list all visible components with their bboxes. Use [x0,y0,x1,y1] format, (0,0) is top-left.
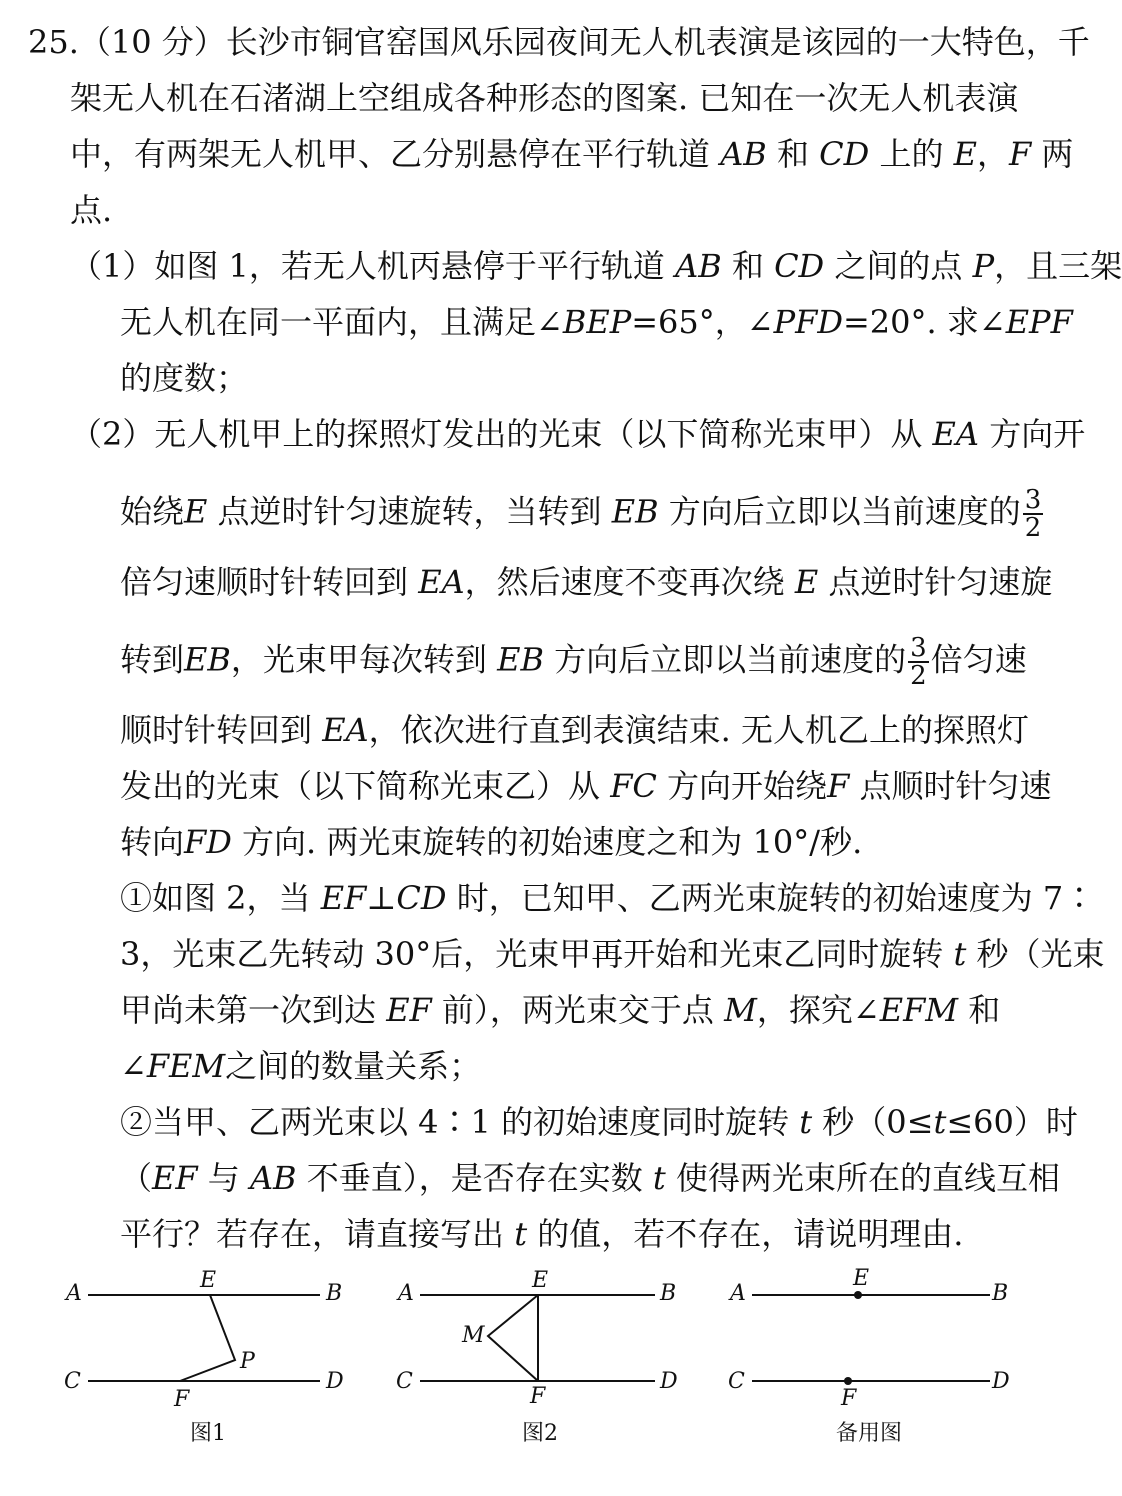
var-AB: AB [720,135,767,173]
s2-text: 平行？若存在，请直接写出 [120,1215,515,1253]
fig3-label-A: A [730,1281,746,1306]
p1-var: PFD [773,303,843,341]
p2-var: EA [418,563,465,601]
fig3-point-F [844,1377,852,1385]
p2-text: 转向 [120,823,185,861]
p2-text: 发出的光束（以下简称光束乙）从 [120,767,611,805]
var-CD: CD [819,135,870,173]
p2-text: 方向后立即以当前速度的 [543,640,907,679]
fig1-label-A: A [66,1281,82,1306]
s1-var: FEM [146,1047,226,1085]
p1-text: =20°. 求∠ [842,303,1006,341]
p1-text: =65°，∠ [631,303,774,341]
fraction-denominator: 2 [910,661,927,691]
s1-var: t [953,935,967,973]
s2-text: 与 [197,1159,250,1197]
fig1-caption: 图1 [190,1421,226,1446]
p2-var: EB [611,492,659,531]
p1-var: AB [675,247,722,285]
fig1-label-F: F [174,1387,190,1412]
p2-var: FC [610,767,657,805]
fig3-label-C: C [728,1369,745,1394]
p2-text: 方向开始绕 [656,767,828,805]
fig1-label-C: C [64,1369,81,1394]
p1-var: P [972,247,995,285]
p1-var: EPF [1005,303,1073,341]
fig2-label-B: B [660,1281,677,1306]
fraction-denominator: 2 [1024,513,1042,543]
p2-var: EA [322,711,369,749]
s1-text: 甲尚未第一次到达 [120,991,387,1029]
p2-text: 点顺时针匀速 [849,767,1052,805]
p2-text: 方向后立即以当前速度的 [658,492,1021,531]
intro-comma: ， [977,135,1010,173]
fig2-label-F: F [530,1384,546,1409]
p2-text: ，然后速度不变再次绕 [464,563,795,601]
s1-text: ，探究∠ [756,991,880,1029]
intro-text-1: 25.（10 分）长沙市铜官窑国风乐园夜间无人机表演是该园的一大特色，千 [28,23,1090,61]
p2-text: （2）无人机甲上的探照灯发出的光束（以下简称光束甲）从 [70,415,933,453]
fig3-caption: 备用图 [836,1421,903,1446]
intro-text-4: 点. [70,191,113,229]
p2-var: E [794,563,819,601]
fig3-label-F: F [841,1386,857,1411]
p1-var: CD [774,247,825,285]
p1-text: 和 [721,247,775,285]
p2-text: ，光束甲每次转到 [230,640,498,679]
s2-text: （ [120,1159,153,1197]
intro-and: 和 [776,135,809,173]
fig3-label-D: D [992,1369,1010,1394]
fraction-numerator: 3 [910,633,927,663]
s1-text: ∠ [120,1047,147,1085]
fig1-label-E: E [200,1268,217,1293]
p1-text: 之间的点 [824,247,973,285]
p2-var: E [184,492,208,531]
p2-text: 倍匀速顺时针转回到 [120,563,419,601]
p1-text: ，且三架 [994,247,1122,285]
s2-text: 的值，若不存在，请说明理由. [527,1215,964,1253]
fig1-label-P: P [240,1349,255,1374]
p2-text: 始绕 [120,492,185,531]
s1-text: 3，光束乙先转动 30°后，光束甲再开始和光束乙同时旋转 [120,935,954,973]
intro-text-3: 中，有两架无人机甲、乙分别悬停在平行轨道 [70,135,711,173]
p2-text: 点逆时针匀速旋 [818,563,1053,601]
p2-var: EB [184,640,231,679]
p2-text: 顺时针转回到 [120,711,323,749]
s2-var: AB [249,1159,297,1197]
intro-two: 两 [1041,135,1074,173]
s2-text: 不垂直），是否存在实数 [296,1159,653,1197]
intro-on: 上的 [879,135,944,173]
s2-text: 使得两光束所在的直线互相 [665,1159,1060,1197]
s1-text: ①如图 2，当 [120,879,321,917]
fig2-label-A: A [398,1281,414,1306]
p2-var: FD [184,823,232,861]
p1-var: BEP [562,303,632,341]
p2-text: 点逆时针匀速旋转，当转到 [207,492,612,531]
s1-text: ⊥ [366,879,397,917]
s1-var: EFM [879,991,959,1029]
p2-var: EA [932,415,980,453]
p2-text: 方向. 两光束旋转的初始速度之和为 10°/秒. [231,823,863,861]
fig2-caption: 图2 [522,1421,558,1446]
s1-text: 之间的数量关系； [225,1047,482,1085]
intro-text-2: 架无人机在石渚湖上空组成各种形态的图案. 已知在一次无人机表演 [70,79,1019,117]
s2-text: ≤60）时 [946,1103,1078,1141]
s2-var: t [799,1103,813,1141]
p1-text: 无人机在同一平面内，且满足∠ [120,303,563,341]
s1-var: M [724,991,757,1029]
p2-text: 方向开 [979,415,1086,453]
s1-text: 时，已知甲、乙两光束旋转的初始速度为 7∶ [446,879,1096,917]
p2-var: EB [497,640,544,679]
fig2-label-D: D [660,1369,678,1394]
fig1-label-B: B [326,1281,343,1306]
s1-text: 秒（光束 [966,935,1105,973]
s2-text: ②当甲、乙两光束以 4∶1 的初始速度同时旋转 [120,1103,800,1141]
p1-text: （1）如图 1，若无人机丙悬停于平行轨道 [70,247,676,285]
fig2-label-M: M [462,1323,485,1348]
s1-var: EF [320,879,367,917]
s1-text: 和 [958,991,1001,1029]
fig3-point-E [854,1291,862,1299]
fig2-segment-EMF [488,1295,538,1381]
p2-text: ，依次进行直到表演结束. 无人机乙上的探照灯 [368,711,1030,749]
var-F: F [1009,135,1032,173]
fig2-label-E: E [532,1268,549,1293]
s2-var: EF [152,1159,198,1197]
s2-var: t [652,1159,666,1197]
fig1-segment-EPF [180,1295,235,1381]
p1-text: 的度数； [120,359,249,397]
p2-text: 倍匀速 [930,640,1027,679]
var-E: E [953,135,978,173]
s2-text: 秒（0≤ [812,1103,934,1141]
s2-var: t [933,1103,947,1141]
fig2-label-C: C [396,1369,413,1394]
s1-text: 前），两光束交于点 [431,991,725,1029]
fraction-numerator: 3 [1024,485,1042,515]
fig3-label-E: E [853,1266,870,1291]
fig1-label-D: D [326,1369,344,1394]
s1-var: CD [396,879,447,917]
s1-var: EF [386,991,432,1029]
p2-var: F [827,767,850,805]
s2-var: t [514,1215,528,1253]
p2-text: 转到 [120,640,185,679]
fig3-label-B: B [992,1281,1009,1306]
